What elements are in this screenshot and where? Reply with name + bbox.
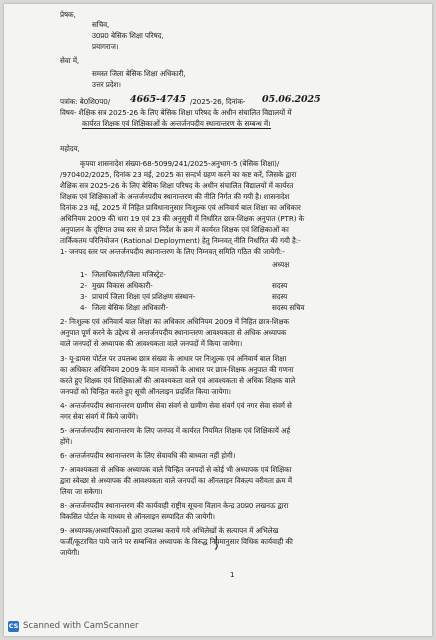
committee-member: मुख्य विकास अधिकारी- (92, 281, 153, 290)
subject-line-2: कार्यरत शिक्षक एवं शिक्षिकाओं के अन्तर्जनपदीय स्थानान्तरण के सम्बन्ध में। (82, 119, 271, 128)
item-7-line: 7- आवश्यकता से अधिक अध्यापक वाले चिन्हित जनपदों से कोई भी अध्यापक एवं शिक्षिका (60, 465, 292, 474)
para1-line: तार्किकतम परिनियोजन (Rational Deployment) हेतु निम्नवत् नीति निर्धारित की गयी है:- (60, 236, 301, 245)
committee-no: 3- (80, 292, 87, 301)
committee-role: सदस्य सचिव (272, 303, 305, 312)
letter-number-handwritten: 4665-4745 (130, 94, 186, 105)
letter-number-suffix: /2025-26, दिनांक- (190, 97, 246, 106)
item-3-line: 3- यू-डायस पोर्टल पर उपलब्ध छात्र संख्या के आधार पर निःशुल्क एवं अनिवार्य बाल शिक्षा (60, 354, 287, 363)
item-3-line: जनपदों को चिन्हित करते हुए सूची ऑनलाइन प्रदर्शित किया जायेगा। (60, 387, 231, 396)
committee-no: 4- (80, 303, 87, 312)
item-7-line: लिया जा सकेगा। (60, 487, 103, 496)
committee-member: प्राचार्य जिला शिक्षा एवं प्रशिक्षण संस्थान- (92, 292, 196, 301)
to-title: समस्त जिला बेसिक शिक्षा अधिकारी, (92, 69, 186, 78)
item-8-line: 8- अन्तर्जनपदीय स्थानान्तरण की कार्यवाही राष्ट्रीय सूचना विज्ञान केन्द्र उ0प्र0 लखनऊ द्वारा (60, 501, 289, 510)
para1-line: कृपया शासनादेश संख्या-68-5099/241/2025-अनुभाग-5 (बेसिक शिक्षा)/ (80, 159, 280, 168)
page-number: 1 (230, 571, 235, 579)
item-7-line: द्वारा स्वेच्छा से अध्यापक की आवश्यकता वाले जनपदों का ऑनलाइन विकल्प वरीयता क्रम में (60, 476, 292, 485)
scanned-letter-page (4, 4, 432, 636)
para1-line: शैक्षिक सत्र 2025-26 के लिए बेसिक शिक्षा परिषद के अधीन संचालित विद्यालयों में कार्यरत (60, 181, 294, 190)
item-5-line: होंगे। (60, 437, 73, 446)
to-label: सेवा में, (60, 56, 80, 65)
committee-member: जिला बेसिक शिक्षा अधिकारी- (92, 303, 168, 312)
item-9-line: फर्जी/कूटरचित पाये जाने पर सम्बन्धित अध्यापक के विरुद्ध नियमानुसार विधिक कार्यवाही की (60, 537, 293, 546)
committee-role: सदस्य (272, 281, 288, 290)
scanner-text: Scanned with CamScanner (23, 621, 139, 631)
para1-line: दिनांक 23 मई, 2025 में निहित प्राविधानानुसार निःशुल्क एवं अनिवार्य बाल शिक्षा का अधिकार (60, 203, 301, 212)
item-5-line: 5- अन्तर्जनपदीय स्थानान्तरण के लिए जनपद में कार्यरत नियमित शिक्षक एवं शिक्षिकायें अर्ह (60, 426, 291, 435)
item-1: 1- जनपद स्तर पर अन्तर्जनपदीय स्थानान्तरण के लिए निम्नवत् समिति गठित की जायेगी:- (60, 247, 285, 256)
letter-date-handwritten: 05.06.2025 (262, 94, 321, 105)
salutation: महोदय, (60, 144, 80, 153)
from-label: प्रेषक, (60, 10, 76, 19)
item-3-line: करते हुए शिक्षक एवं शिक्षिकाओं की आवश्यकता वाले एवं आवश्यकता से अधिक शिक्षक वाले (60, 376, 296, 385)
from-title: सचिव, (92, 20, 110, 29)
item-2-line: वाले जनपदों से अध्यापक की आवश्यकता वाले जनपदों में किया जायेगा। (60, 339, 243, 348)
committee-member: जिलाधिकारी/जिला मजिस्ट्रेट- (92, 270, 166, 279)
item-2-line: 2- निःशुल्क एवं अनिवार्य बाल शिक्षा का अधिकार अधिनियम 2009 में निहित छात्र-शिक्षक (60, 317, 289, 326)
to-state: उत्तर प्रदेश। (92, 80, 121, 89)
item-8-line: विकसित पोर्टल के माध्यम से ऑनलाइन सम्पादित की जायेगी। (60, 512, 215, 521)
letter-number-prefix: पत्रांक: बे0शि0प0/ (60, 97, 111, 106)
from-city: प्रयागराज। (92, 42, 119, 51)
committee-header: अध्यक्ष (272, 260, 290, 269)
committee-role: सदस्य (272, 292, 288, 301)
scanner-watermark (8, 619, 139, 633)
item-2-line: अनुपात पूर्ण करने के उद्देश्य से अन्तर्जनपदीय स्थानान्तरण आवश्यकता से अधिक अध्यापक (60, 328, 287, 337)
item-3-line: का अधिकार अधिनियम 2009 के मान मानकों के आधार पर छात्र-शिक्षक अनुपात की गणना (60, 365, 294, 374)
item-6: 6- अन्तर्जनपदीय स्थानान्तरण के लिए सेवावधि की बाध्यता नहीं होगी। (60, 451, 236, 460)
committee-no: 2- (80, 281, 87, 290)
para1-line: /970402/2025, दिनांक 23 मई, 2025 का सन्दर्भ ग्रहण करने का कष्ट करें, जिसके द्वारा (60, 170, 297, 179)
para1-line: अनुपालन के दृष्टिगत उच्च स्तर से प्राप्त निर्देश के क्रम में कार्यरत शिक्षक एवं शिक्षिकाओं का (60, 225, 289, 234)
committee-no: 1- (80, 270, 87, 279)
item-4-line: नगर सेवा संवर्ग में किये जायेंगे। (60, 412, 139, 421)
para1-line: शिक्षक एवं शिक्षिकाओं के अन्तर्जनपदीय स्थानान्तरण की नीति निर्गत की गयी है। शासनादेश (60, 192, 290, 201)
item-4-line: 4- अन्तर्जनपदीय स्थानान्तरण ग्रामीण सेवा संवर्ग से ग्रामीण सेवा संवर्ग एवं नगर सेवा संवर्ग से (60, 401, 292, 410)
para1-line: अधिनियम 2009 की धारा 19 एवं 23 की अनुसूची में निर्धारित छात्र-शिक्षक अनुपात (PTR) के (60, 214, 305, 223)
item-9-line: 9- अध्यापक/अध्यापिकाओं द्वारा उपलब्ध कराये गये अभिलेखों के सत्यापन में अभिलेख (60, 526, 279, 535)
camscanner-logo-icon: CS (8, 621, 19, 630)
item-9-line: जायेगी। (60, 548, 80, 557)
from-organization: उ0प्र0 बेसिक शिक्षा परिषद, (92, 31, 164, 40)
subject-line-1: विषय- शैक्षिक सत्र 2025-26 के लिए बेसिक शिक्षा परिषद के अधीन संचालित विद्यालयों में (60, 108, 292, 117)
pen-mark-icon (211, 535, 221, 551)
